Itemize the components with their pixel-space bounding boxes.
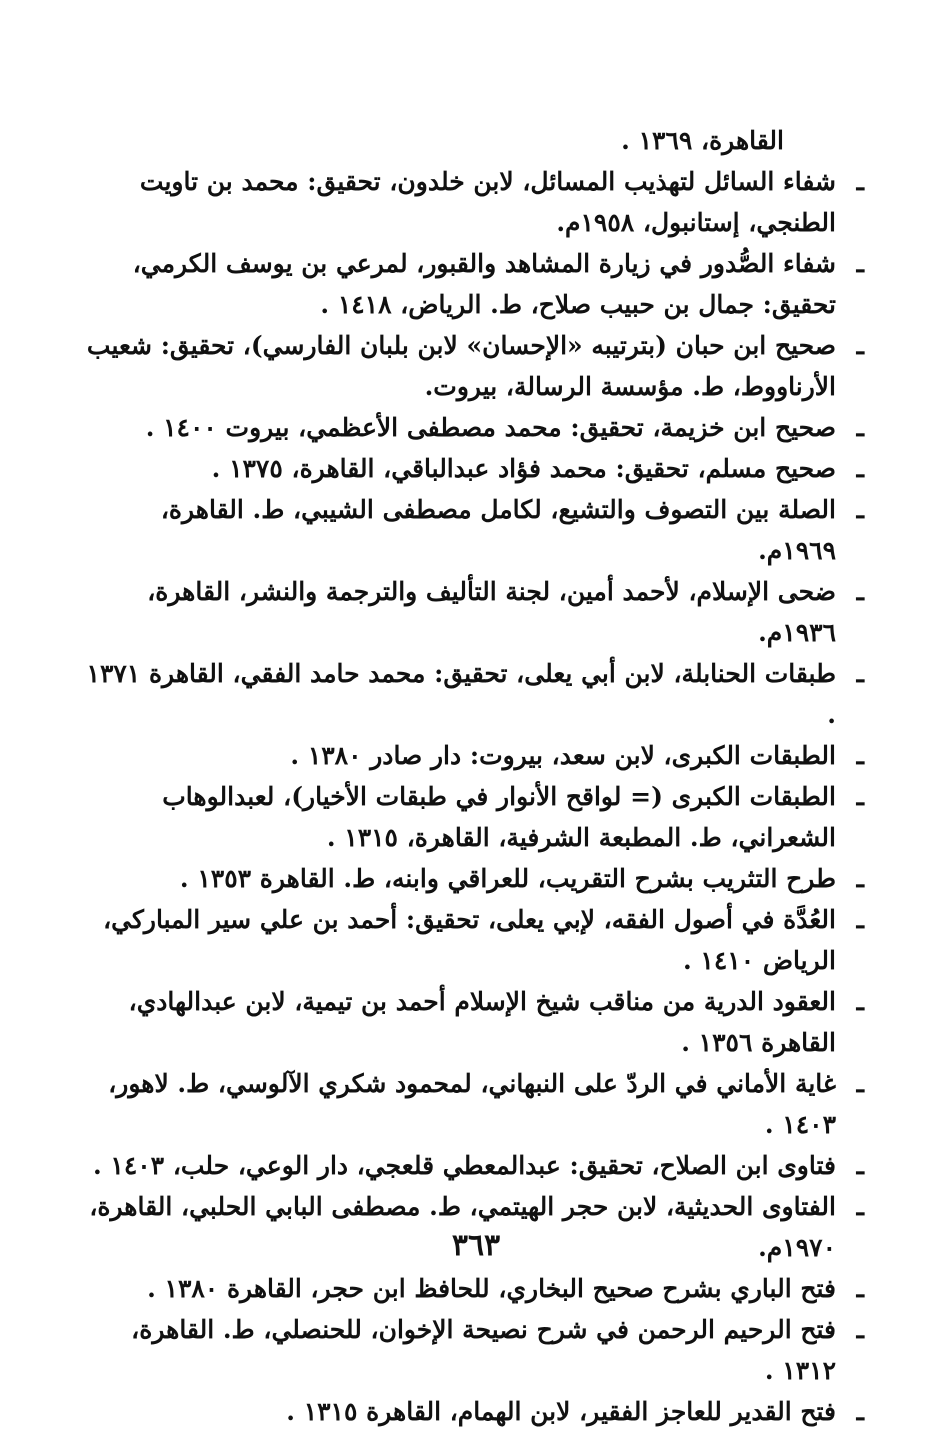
bibliography-entry: [84, 243, 864, 325]
entry-dash: ـ: [856, 249, 864, 278]
entry-dash: ـ: [856, 659, 864, 688]
entry-dash: ـ: [856, 167, 864, 196]
entry-dash: ـ: [856, 331, 864, 360]
bibliography-entry: [84, 325, 864, 407]
entry-text: فتح الرحيم الرحمن في شرح نصيحة الإخوان، للحنصلي، ط. القاهرة، ١٣١٢ .: [131, 1315, 836, 1385]
entry-text: العقود الدرية من مناقب شيخ الإسلام أحمد بن تيمية، لابن عبدالهادي، القاهرة ١٣٥٦ .: [128, 987, 836, 1057]
entry-dash: ـ: [856, 1192, 864, 1221]
entry-text: صحيح ابن حبان (بترتيبه «الإحسان» لابن بلبان الفارسي)، تحقيق: شعيب الأرناووط، ط. مؤسسة الرسالة، بيروت.: [86, 331, 836, 401]
entry-text: الفتاوى الحديثية، لابن حجر الهيتمي، ط. مصطفى البابي الحلبي، القاهرة، ١٩٧٠م.: [89, 1192, 836, 1262]
entry-dash: ـ: [856, 905, 864, 934]
entry-text: ضحى الإسلام، لأحمد أمين، لجنة التأليف والترجمة والنشر، القاهرة، ١٩٣٦م.: [147, 577, 836, 647]
bibliography-entry: [84, 1063, 864, 1145]
entry-dash: ـ: [856, 1274, 864, 1303]
bibliography-entry-continuation: القاهرة، ١٣٦٩ .: [621, 126, 784, 155]
bibliography-entry: [84, 653, 864, 735]
bibliography-entry: [84, 735, 864, 776]
entry-dash: ـ: [856, 413, 864, 442]
bibliography-entry: [84, 899, 864, 981]
entry-text: العُدَّة في أصول الفقه، لإبي يعلى، تحقيق: أحمد بن علي سير المباركي، الرياض ١٤١٠ .: [103, 905, 836, 975]
entry-dash: ـ: [856, 454, 864, 483]
entry-dash: ـ: [856, 577, 864, 606]
entry-text: الطبقات الكبرى (= لواقح الأنوار في طبقات الأخيار)، لعبدالوهاب الشعراني، ط. المطبعة الشرفية، القاهرة، ١٣١٥ .: [162, 782, 836, 852]
bibliography-entry: [84, 858, 864, 899]
entry-text: فتح الباري بشرح صحيح البخاري، للحافظ ابن حجر، القاهرة ١٣٨٠ .: [147, 1274, 836, 1303]
entry-dash: ـ: [856, 1069, 864, 1098]
bibliography-entry: [84, 776, 864, 858]
entry-dash: ـ: [856, 1151, 864, 1180]
bibliography-entry: [84, 407, 864, 448]
bibliography-entry: [84, 489, 864, 571]
bibliography-entry: [84, 1309, 864, 1391]
bibliography-entry: [84, 981, 864, 1063]
entry-text: فتح القدير للعاجز الفقير، لابن الهمام، القاهرة ١٣١٥ .: [286, 1397, 836, 1426]
entry-text: شفاء السائل لتهذيب المسائل، لابن خلدون، تحقيق: محمد بن تاويت الطنجي، إستانبول، ١٩٥٨م.: [139, 167, 836, 237]
entry-text: غاية الأماني في الردّ على النبهاني، لمحمود شكري الآلوسي، ط. لاهور، ١٤٠٣ .: [108, 1069, 836, 1139]
entry-dash: ـ: [856, 741, 864, 770]
bibliography-entry: [84, 571, 864, 653]
entry-dash: ـ: [856, 495, 864, 524]
entry-dash: ـ: [856, 987, 864, 1016]
bibliography-entry: [84, 161, 864, 243]
entry-text: الصلة بين التصوف والتشيع، لكامل مصطفى الشيبي، ط. القاهرة، ١٩٦٩م.: [160, 495, 836, 565]
entry-text: صحيح ابن خزيمة، تحقيق: محمد مصطفى الأعظمي، بيروت ١٤٠٠ .: [145, 413, 836, 442]
entry-text: شفاء الصُّدور في زيارة المشاهد والقبور، لمرعي بن يوسف الكرمي، تحقيق: جمال بن حبيب صلاح، ط. الرياض، ١٤١٨ .: [132, 249, 836, 319]
entry-dash: ـ: [856, 864, 864, 893]
entry-dash: ـ: [856, 1315, 864, 1344]
entry-dash: ـ: [856, 1397, 864, 1426]
bibliography-entry: [84, 448, 864, 489]
entry-dash: ـ: [856, 782, 864, 811]
entry-text: صحيح مسلم، تحقيق: محمد فؤاد عبدالباقي، القاهرة، ١٣٧٥ .: [211, 454, 836, 483]
entry-text: طرح التثريب بشرح التقريب، للعراقي وابنه، ط. القاهرة ١٣٥٣ .: [179, 864, 836, 893]
entry-text: الطبقات الكبرى، لابن سعد، بيروت: دار صادر ١٣٨٠ .: [290, 741, 836, 770]
bibliography-entry: [84, 1145, 864, 1186]
bibliography-entry: [84, 1268, 864, 1309]
entry-text: فتاوى ابن الصلاح، تحقيق: عبدالمعطي قلعجي، دار الوعي، حلب، ١٤٠٣ .: [92, 1151, 836, 1180]
bibliography-entry: [84, 1391, 864, 1432]
page-number: ٣٦٣: [451, 1228, 501, 1263]
entry-text: طبقات الحنابلة، لابن أبي يعلى، تحقيق: محمد حامد الفقي، القاهرة ١٣٧١ .: [86, 659, 836, 729]
